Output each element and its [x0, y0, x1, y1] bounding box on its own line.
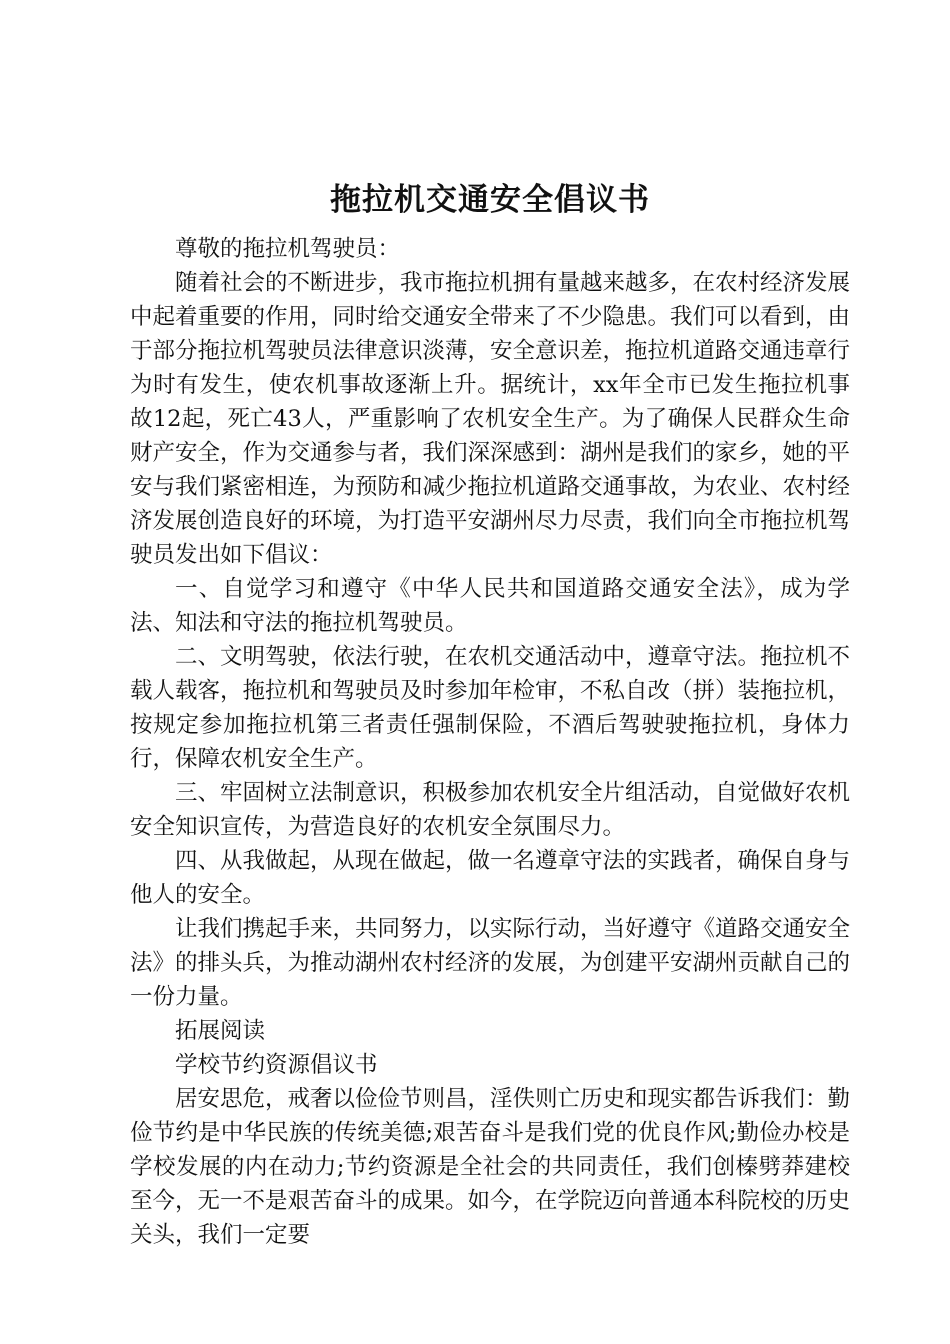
paragraph-closing: 让我们携起手来，共同努力，以实际行动，当好遵守《道路交通安全法》的排头兵，为推动湖州农村经济的发展，为创建平安湖州贡献自己的一份力量。	[130, 916, 851, 1010]
subheading-second-proposal: 学校节约资源倡议书	[175, 1052, 378, 1078]
document-page	[130, 178, 850, 1252]
salutation: 尊敬的拖拉机驾驶员：	[175, 236, 401, 262]
document-title: 拖拉机交通安全倡议书	[330, 182, 650, 218]
paragraph-intro: 随着社会的不断进步，我市拖拉机拥有量越来越多，在农村经济发展中起着重要的作用，同时给交通安全带来了不少隐患。我们可以看到，由于部分拖拉机驾驶员法律意识淡薄，安全意识差，拖拉机道路交通违章行为时有发生，使农机事故逐渐上升。据统计，xx年全市已发生拖拉机事故12起，死亡43人，严重影响了农机安全生产。为了确保人民群众生命财产安全，作为交通参与者，我们深深感到：湖州是我们的家乡，她的平安与我们紧密相连，为预防和减少拖拉机道路交通事故，为农业、农村经济发展创造良好的环境，为打造平安湖州尽力尽责，我们向全市拖拉机驾驶员发出如下倡议：	[130, 270, 851, 568]
paragraph-item-2: 二、文明驾驶，依法行驶，在农机交通活动中，遵章守法。拖拉机不载人载客，拖拉机和驾驶员及时参加年检审，不私自改（拼）装拖拉机，按规定参加拖拉机第三者责任强制保险，不酒后驾驶驶拖拉机，身体力行，保障农机安全生产。	[130, 644, 851, 772]
paragraph-second-proposal: 居安思危，戒奢以俭俭节则昌，淫佚则亡历史和现实都告诉我们：勤俭节约是中华民族的传统美德;艰苦奋斗是我们党的优良作风;勤俭办校是学校发展的内在动力;节约资源是全社会的共同责任，我们创榛劈莽建校至今，无一不是艰苦奋斗的成果。如今，在学院迈向普通本科院校的历史关头，我们一定要	[130, 1086, 851, 1248]
paragraph-item-3: 三、牢固树立法制意识，积极参加农机安全片组活动，自觉做好农机安全知识宣传，为营造良好的农机安全氛围尽力。	[130, 780, 851, 840]
section-heading-extended-reading: 拓展阅读	[175, 1018, 266, 1044]
paragraph-item-1: 一、自觉学习和遵守《中华人民共和国道路交通安全法》，成为学法、知法和守法的拖拉机驾驶员。	[130, 576, 850, 636]
paragraph-item-4: 四、从我做起，从现在做起，做一名遵章守法的实践者，确保自身与他人的安全。	[130, 848, 851, 908]
